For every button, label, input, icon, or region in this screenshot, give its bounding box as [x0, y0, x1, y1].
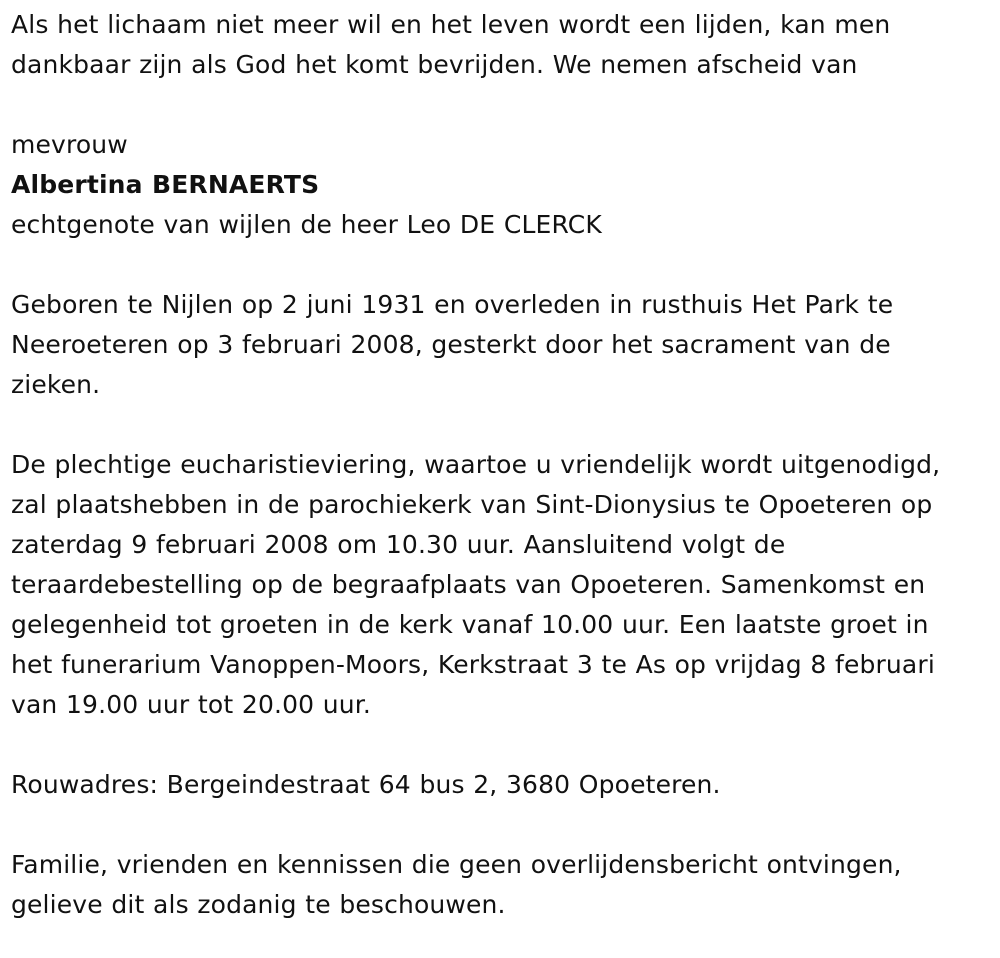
ceremony-line: zaterdag 9 februari 2008 om 10.30 uur. Aansluitend volgt de — [11, 530, 786, 559]
birth-death-line: zieken. — [11, 370, 101, 399]
mourning-address: Rouwadres: Bergeindestraat 64 bus 2, 3680 Opoeteren. — [11, 770, 721, 799]
spacer — [11, 245, 996, 285]
ceremony-line: teraardebestelling op de begraafplaats van Opoeteren. Samenkomst en — [11, 570, 926, 599]
spacer — [11, 725, 996, 765]
ceremony-line: het funerarium Vanoppen-Moors, Kerkstraat 3 te As op vrijdag 8 februari — [11, 650, 935, 679]
birth-death-paragraph — [11, 285, 996, 405]
intro-paragraph — [11, 5, 996, 85]
intro-line: dankbaar zijn als God het komt bevrijden. We nemen afscheid van — [11, 50, 858, 79]
spouse-line: echtgenote van wijlen de heer Leo DE CLERCK — [11, 210, 602, 239]
ceremony-line: van 19.00 uur tot 20.00 uur. — [11, 690, 372, 719]
ceremony-line: De plechtige eucharistieviering, waartoe u vriendelijk wordt uitgenodigd, — [11, 450, 941, 479]
birth-death-line: Geboren te Nijlen op 2 juni 1931 en overleden in rusthuis Het Park te — [11, 290, 894, 319]
spacer — [11, 85, 996, 125]
ceremony-line: gelegenheid tot groeten in de kerk vanaf 10.00 uur. Een laatste groet in — [11, 610, 929, 639]
spacer — [11, 405, 996, 445]
ceremony-paragraph — [11, 445, 996, 725]
closing-paragraph — [11, 845, 996, 925]
closing-line: gelieve dit als zodanig te beschouwen. — [11, 890, 506, 919]
birth-death-line: Neeroeteren op 3 februari 2008, gesterkt door het sacrament van de — [11, 330, 891, 359]
intro-line: Als het lichaam niet meer wil en het leven wordt een lijden, kan men — [11, 10, 891, 39]
spacer — [11, 805, 996, 845]
closing-line: Familie, vrienden en kennissen die geen overlijdensbericht ontvingen, — [11, 850, 902, 879]
ceremony-line: zal plaatshebben in de parochiekerk van Sint-Dionysius te Opoeteren op — [11, 490, 933, 519]
deceased-name: Albertina BERNAERTS — [11, 170, 320, 199]
obituary-document — [11, 5, 996, 925]
salutation: mevrouw — [11, 130, 128, 159]
